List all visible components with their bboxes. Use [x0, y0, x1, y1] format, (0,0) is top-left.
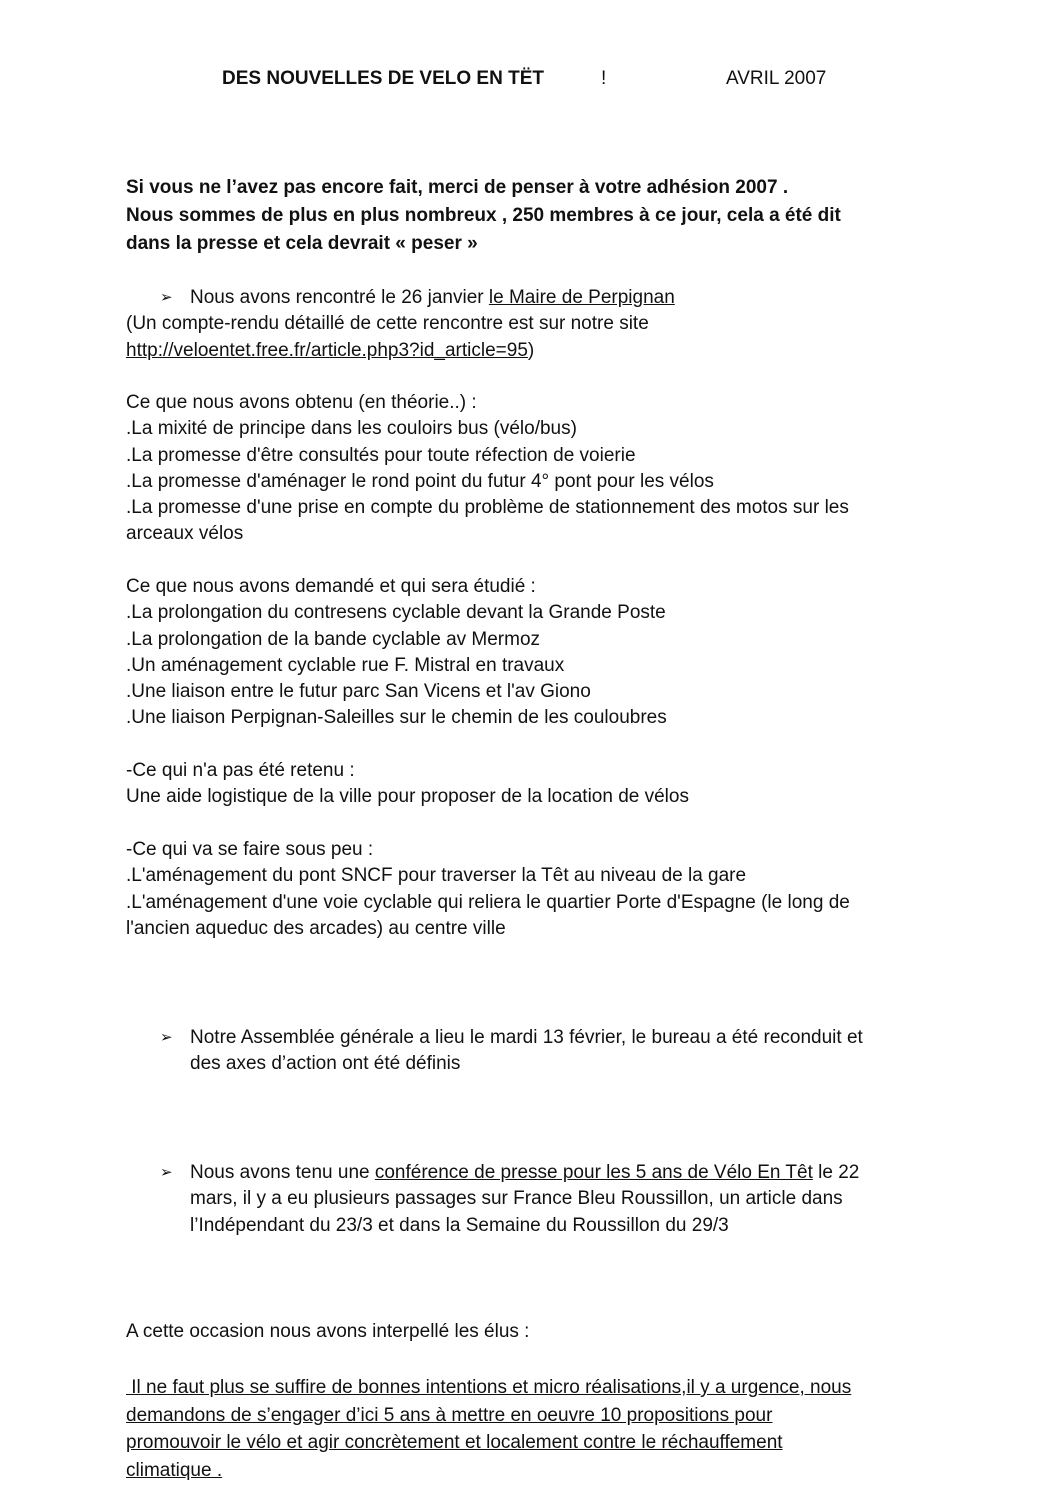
press-suffix: le 22: [812, 1162, 860, 1183]
mayor-link[interactable]: le Maire de Perpignan: [488, 287, 675, 308]
press-line: [190, 1160, 940, 1186]
not-retained-section: [126, 758, 936, 811]
obtained-item: .La promesse d'aménager le rond point du futur 4° pont pour les vélos: [126, 470, 714, 492]
newsletter-date: AVRIL 2007: [726, 68, 827, 89]
membership-reminder: [126, 174, 926, 258]
report-line: (Un compte-rendu détaillé de cette rencontre est sur notre site: [126, 313, 649, 335]
press-prefix: Nous avons tenu une: [190, 1162, 375, 1183]
requested-item: .Une liaison Perpignan-Saleilles sur le chemin de les couloubres: [126, 707, 667, 729]
obtained-heading: Ce que nous avons obtenu (en théorie..) :: [126, 392, 477, 413]
requested-item: .Un aménagement cyclable rue F. Mistral en travaux: [126, 654, 565, 676]
final-line: Il ne faut plus se suffire de bonnes intentions et micro réalisations,il y a urgence, nous: [126, 1377, 852, 1398]
article-link[interactable]: http://veloentet.free.fr/article.php3?id_article=95: [126, 339, 528, 361]
final-line: climatique .: [126, 1459, 223, 1481]
obtained-item: arceaux vélos: [126, 523, 244, 545]
not-retained-heading: -Ce qui n'a pas été retenu :: [126, 760, 355, 781]
page-header: [0, 68, 1058, 94]
meeting-bullet-text: Nous avons rencontré le 26 janvier: [190, 287, 489, 308]
soon-heading: -Ce qui va se faire sous peu :: [126, 839, 374, 860]
soon-item: .L'aménagement d'une voie cyclable qui reliera le quartier Porte d'Espagne (le long de: [126, 891, 850, 913]
arrow-bullet-icon: ➢: [160, 289, 173, 306]
press-conference-link[interactable]: conférence de presse pour les 5 ans de Vélo En Têt: [374, 1162, 813, 1183]
requested-section: [126, 574, 936, 732]
meeting-section: [126, 285, 936, 364]
intro-line: Nous sommes de plus en plus nombreux , 250 membres à ce jour, cela a été dit: [126, 205, 841, 226]
meeting-bullet: [126, 285, 936, 311]
press-bullet: [160, 1160, 940, 1239]
press-line: l’Indépendant du 23/3 et dans la Semaine du Roussillon du 29/3: [190, 1214, 729, 1236]
soon-item: l'ancien aqueduc des arcades) au centre ville: [126, 917, 506, 939]
final-line: demandons de s’engager d’ici 5 ans à mettre en oeuvre 10 propositions pour: [126, 1404, 773, 1426]
assembly-bullet: [160, 1025, 940, 1078]
not-retained-item: Une aide logistique de la ville pour proposer de la location de vélos: [126, 786, 689, 808]
obtained-item: .La mixité de principe dans les couloirs bus (vélo/bus): [126, 418, 577, 440]
assembly-line: des axes d’action ont été définis: [190, 1053, 461, 1075]
title-exclamation: !: [601, 68, 607, 89]
report-link-line: [126, 338, 936, 364]
obtained-item: .La promesse d'une prise en compte du problème de stationnement des motos sur les: [126, 497, 849, 519]
requested-heading: Ce que nous avons demandé et qui sera étudié :: [126, 576, 536, 597]
newsletter-title: DES NOUVELLES DE VELO EN TËT: [222, 68, 544, 89]
requested-item: .Une liaison entre le futur parc San Vicens et l'av Giono: [126, 681, 591, 703]
requested-item: .La prolongation de la bande cyclable av Mermoz: [126, 628, 541, 650]
press-text: [190, 1160, 940, 1239]
report-close: ): [527, 339, 535, 361]
final-line: promouvoir le vélo et agir concrètement et localement contre le réchauffement: [126, 1432, 783, 1453]
press-line: mars, il y a eu plusieurs passages sur France Bleu Roussillon, un article dans: [190, 1188, 843, 1210]
arrow-bullet-icon: ➢: [160, 1029, 173, 1046]
assembly-line: Notre Assemblée générale a lieu le mardi 13 février, le bureau a été reconduit et: [190, 1027, 863, 1048]
intro-line: Si vous ne l’avez pas encore fait, merci de penser à votre adhésion 2007 .: [126, 177, 789, 198]
obtained-section: [126, 390, 936, 548]
arrow-bullet-icon: ➢: [160, 1164, 173, 1181]
assembly-text: [190, 1025, 940, 1078]
occasion-section: [126, 1319, 936, 1345]
requested-item: .La prolongation du contresens cyclable devant la Grande Poste: [126, 602, 666, 624]
soon-section: [126, 837, 936, 942]
final-statement: [126, 1374, 936, 1484]
obtained-item: .La promesse d'être consultés pour toute réfection de voierie: [126, 444, 636, 466]
intro-line: dans la presse et cela devrait « peser »: [126, 233, 478, 254]
soon-item: .L'aménagement du pont SNCF pour traverser la Têt au niveau de la gare: [126, 865, 747, 887]
occasion-text: A cette occasion nous avons interpellé les élus :: [126, 1321, 530, 1342]
